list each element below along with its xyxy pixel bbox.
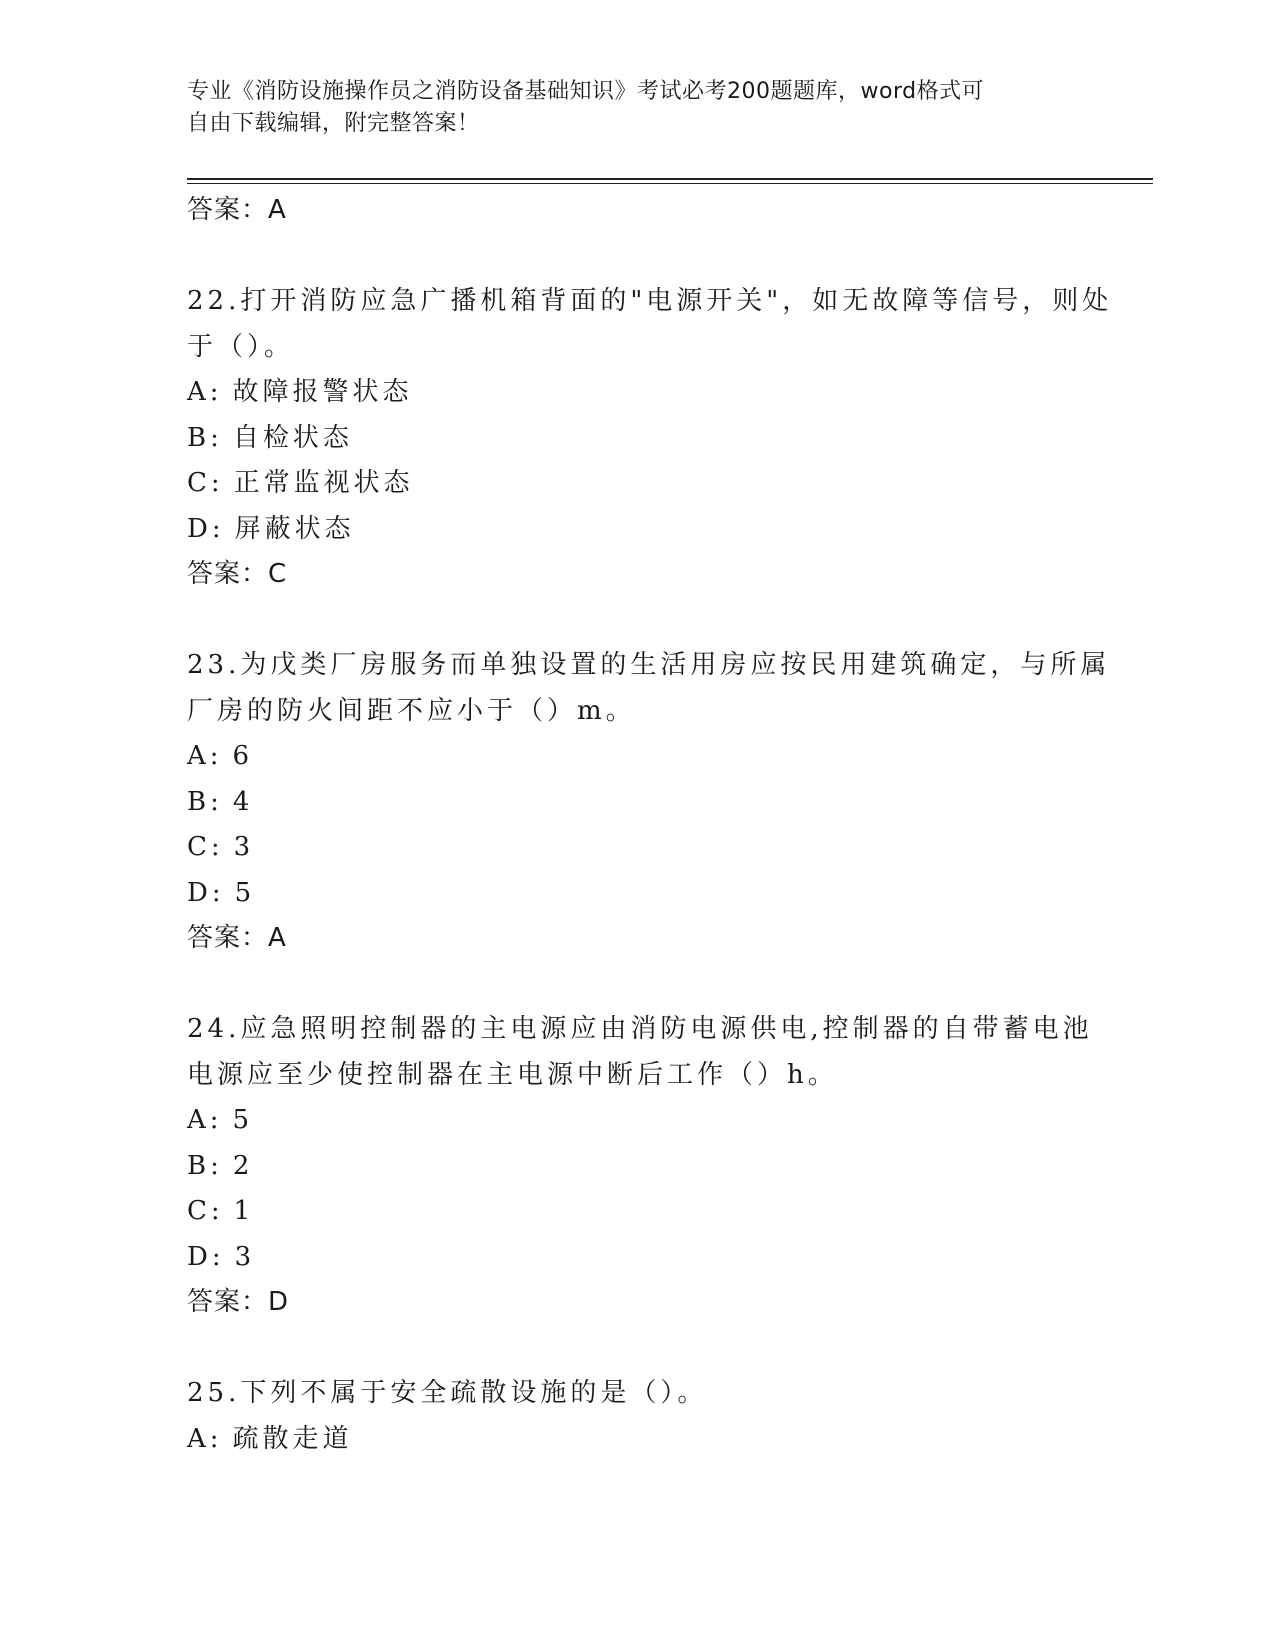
- option-letter: A:: [187, 377, 223, 407]
- question-stem-line: 22.打开消防应急广播机箱背面的"电源开关"，如无故障等信号，则处: [187, 286, 1113, 316]
- option-letter: B:: [187, 422, 223, 453]
- answer-q24: 答案：D: [187, 1287, 290, 1317]
- option-letter: D:: [187, 513, 225, 544]
- option-letter: C:: [187, 832, 224, 862]
- option-b: [187, 1144, 1087, 1190]
- option-b: [187, 780, 1087, 826]
- header-line-2: 自由下载编辑，附完整答案！: [187, 111, 480, 136]
- option-a: [187, 1098, 1087, 1144]
- header-divider-thick: [187, 178, 1153, 180]
- question-25: [187, 1371, 1087, 1462]
- option-text: 疏散走道: [232, 1423, 353, 1454]
- header-divider-thin: [187, 183, 1153, 184]
- option-a: [187, 1417, 1087, 1463]
- question-stem-line: 23.为戊类厂房服务而单独设置的生活用房应按民用建筑确定，与所属: [187, 650, 1111, 680]
- question-23: [187, 643, 1111, 962]
- option-letter: A:: [187, 1423, 223, 1454]
- option-text: 6: [232, 741, 254, 771]
- option-text: 2: [232, 1150, 254, 1181]
- answer-q21: 答案：A: [187, 195, 287, 225]
- question-24: [187, 1007, 1093, 1326]
- option-letter: D:: [187, 877, 225, 908]
- option-text: 自检状态: [232, 422, 353, 453]
- question-22: [187, 279, 1113, 598]
- option-text: 5: [232, 1105, 254, 1135]
- option-d: [187, 1235, 1087, 1281]
- question-stem-line: 于（）。: [187, 331, 295, 362]
- option-letter: A:: [187, 741, 223, 771]
- option-text: 故障报警状态: [232, 377, 413, 407]
- spacer: [187, 962, 1087, 1008]
- option-text: 3: [234, 1241, 256, 1272]
- spacer: [187, 598, 1087, 644]
- option-letter: B:: [187, 786, 223, 817]
- option-text: 正常监视状态: [233, 468, 414, 498]
- option-letter: D:: [187, 1241, 225, 1272]
- option-c: [187, 461, 1087, 507]
- option-text: 5: [234, 877, 256, 908]
- question-stem-line: 24.应急照明控制器的主电源应由消防电源供电,控制器的自带蓄电池: [187, 1014, 1093, 1044]
- option-text: 4: [232, 786, 254, 817]
- option-d: [187, 871, 1087, 917]
- answer-q22: 答案：C: [187, 559, 288, 589]
- question-stem-line: 25.下列不属于安全疏散设施的是（）。: [187, 1378, 708, 1408]
- option-letter: C:: [187, 468, 224, 498]
- page-header: [187, 76, 1087, 140]
- option-letter: C:: [187, 1196, 224, 1226]
- option-letter: A:: [187, 1105, 223, 1135]
- option-b: [187, 416, 1087, 462]
- option-a: [187, 734, 1087, 780]
- option-d: [187, 507, 1087, 553]
- spacer: [187, 1326, 1087, 1372]
- question-list: [187, 188, 1113, 1462]
- option-text: 3: [233, 832, 255, 862]
- option-text: 1: [233, 1196, 255, 1226]
- option-text: 屏蔽状态: [234, 513, 355, 544]
- option-c: [187, 1189, 1087, 1235]
- option-letter: B:: [187, 1150, 223, 1181]
- answer-q23: 答案：A: [187, 923, 287, 953]
- question-stem-line: 厂房的防火间距不应小于（）m。: [187, 695, 636, 726]
- option-c: [187, 825, 1087, 871]
- option-a: [187, 370, 1087, 416]
- header-line-1: 专业《消防设施操作员之消防设备基础知识》考试必考200题题库，word格式可: [187, 79, 985, 104]
- spacer: [187, 234, 1087, 280]
- question-stem-line: 电源应至少使控制器在主电源中断后工作（）h。: [187, 1059, 838, 1090]
